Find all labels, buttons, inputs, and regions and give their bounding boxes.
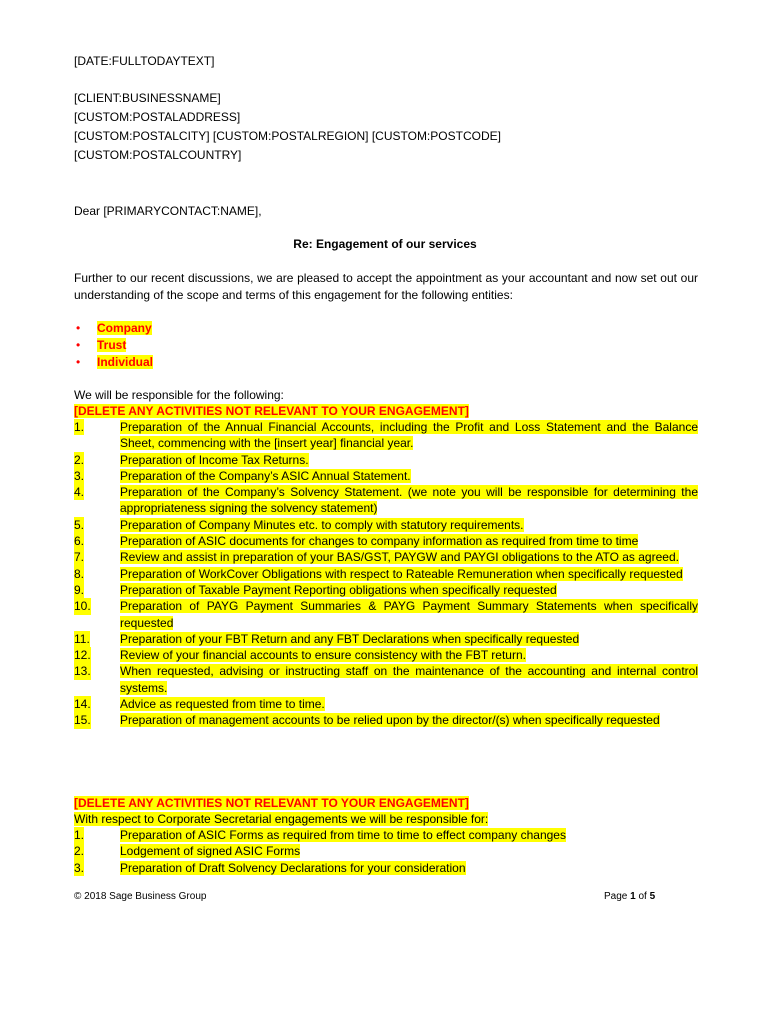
- list-item-number: 5.: [74, 517, 85, 532]
- entity-item: • Company: [76, 321, 152, 335]
- list-item-number: 9.: [74, 582, 85, 597]
- entity-list: [74, 320, 153, 371]
- list-item-number: 7.: [74, 550, 85, 565]
- list-item-number: 4.: [74, 485, 85, 500]
- list-item-number: 11.: [74, 631, 90, 646]
- list-item-number: 1.: [74, 828, 85, 842]
- list-item: [74, 484, 698, 517]
- list-item: [74, 712, 698, 728]
- list-item-text: Preparation of WorkCover Obligations with respect to Rateable Remuneration when specifically requested: [120, 566, 683, 581]
- letter-subject: Re: Engagement of our services: [293, 237, 477, 251]
- list-item-number: 13.: [74, 664, 91, 679]
- list-item: [74, 598, 698, 631]
- list-item-number: 15.: [74, 713, 91, 728]
- list-item: [74, 827, 698, 843]
- list-item-text: Preparation of the Company’s ASIC Annual Statement.: [120, 468, 411, 483]
- responsibilities-lead: We will be responsible for the following:: [74, 388, 284, 402]
- bullet-icon: •: [76, 338, 81, 352]
- responsibilities-list: [74, 419, 698, 729]
- list-item-text: Lodgement of signed ASIC Forms: [120, 844, 301, 859]
- entity-item: • Individual: [76, 355, 154, 369]
- list-item-text: Preparation of the Annual Financial Accounts, including the Profit and Loss Statement and the Balance Sheet, commencing with the [insert year] financial year.: [120, 420, 698, 451]
- list-item-number: 12.: [74, 648, 91, 663]
- list-item: [74, 582, 698, 598]
- delete-note: [DELETE ANY ACTIVITIES NOT RELEVANT TO YOUR ENGAGEMENT]: [74, 404, 469, 418]
- bullet-icon: •: [76, 321, 81, 335]
- list-item: [74, 566, 698, 582]
- list-item: [74, 860, 698, 876]
- list-item-text: Review and assist in preparation of your BAS/GST, PAYGW and PAYGI obligations to the ATO as agreed.: [120, 550, 679, 565]
- list-item-number: 8.: [74, 566, 85, 581]
- list-item: [74, 696, 698, 712]
- list-item-text: Preparation of management accounts to be relied upon by the director/(s) when specifically requested: [120, 713, 660, 728]
- address-business-name: [CLIENT:BUSINESSNAME]: [74, 91, 221, 105]
- list-item-text: Preparation of the Company’s Solvency Statement. (we note you will be responsible for determining the appropriateness signing the solvency statement): [120, 485, 698, 516]
- address-city-region-postcode: [CUSTOM:POSTALCITY] [CUSTOM:POSTALREGION] [CUSTOM:POSTCODE]: [74, 129, 501, 143]
- corporate-list: [74, 827, 698, 876]
- list-item-number: 3.: [74, 468, 85, 483]
- list-item-number: 1.: [74, 420, 85, 434]
- list-item-number: 2.: [74, 844, 85, 859]
- list-item-text: Preparation of your FBT Return and any FBT Declarations when specifically requested: [120, 631, 580, 646]
- list-item: [74, 647, 698, 663]
- list-item-text: When requested, advising or instructing staff on the maintenance of the accounting and internal control systems.: [120, 664, 698, 695]
- bullet-icon: •: [76, 355, 81, 369]
- footer-page-number: Page 1 of 5: [604, 891, 656, 902]
- list-item: [74, 843, 698, 859]
- list-item: [74, 419, 698, 452]
- delete-note-corporate: [DELETE ANY ACTIVITIES NOT RELEVANT TO YOUR ENGAGEMENT]: [74, 796, 469, 810]
- list-item: [74, 452, 698, 468]
- list-item-number: 3.: [74, 860, 85, 875]
- list-item-number: 14.: [74, 697, 91, 712]
- list-item-number: 6.: [74, 534, 85, 549]
- list-item-text: Preparation of ASIC documents for changes to company information as required from time to time: [120, 534, 639, 549]
- list-item: [74, 533, 698, 549]
- list-item-text: Preparation of Draft Solvency Declarations for your consideration: [120, 860, 466, 875]
- list-item-text: Advice as requested from time to time.: [120, 697, 325, 712]
- list-item: [74, 517, 698, 533]
- list-item-text: Preparation of ASIC Forms as required from time to time to effect company changes: [120, 828, 566, 842]
- list-item: [74, 663, 698, 696]
- intro-paragraph: Further to our recent discussions, we are pleased to accept the appointment as your accountant and now set out our understanding of the scope and terms of this engagement for the following entities:: [74, 271, 698, 302]
- salutation: Dear [PRIMARYCONTACT:NAME],: [74, 204, 262, 218]
- corporate-lead: With respect to Corporate Secretarial engagements we will be responsible for:: [74, 812, 489, 826]
- list-item-text: Preparation of PAYG Payment Summaries & PAYG Payment Summary Statements when specifically requested: [120, 599, 698, 630]
- footer-copyright: © 2018 Sage Business Group: [74, 891, 207, 902]
- address-country: [CUSTOM:POSTALCOUNTRY]: [74, 148, 242, 162]
- list-item-text: Review of your financial accounts to ensure consistency with the FBT return.: [120, 648, 526, 663]
- list-item-text: Preparation of Company Minutes etc. to comply with statutory requirements.: [120, 517, 524, 532]
- date-line: [DATE:FULLTODAYTEXT]: [74, 54, 215, 68]
- list-item-number: 10.: [74, 599, 91, 614]
- list-item-text: Preparation of Taxable Payment Reporting obligations when specifically requested: [120, 582, 557, 597]
- address-postal-address: [CUSTOM:POSTALADDRESS]: [74, 110, 241, 124]
- entity-item: • Trust: [76, 338, 127, 352]
- list-item: [74, 549, 698, 565]
- list-item-text: Preparation of Income Tax Returns.: [120, 452, 309, 467]
- list-item: [74, 631, 698, 647]
- list-item: [74, 468, 698, 484]
- list-item-number: 2.: [74, 452, 85, 467]
